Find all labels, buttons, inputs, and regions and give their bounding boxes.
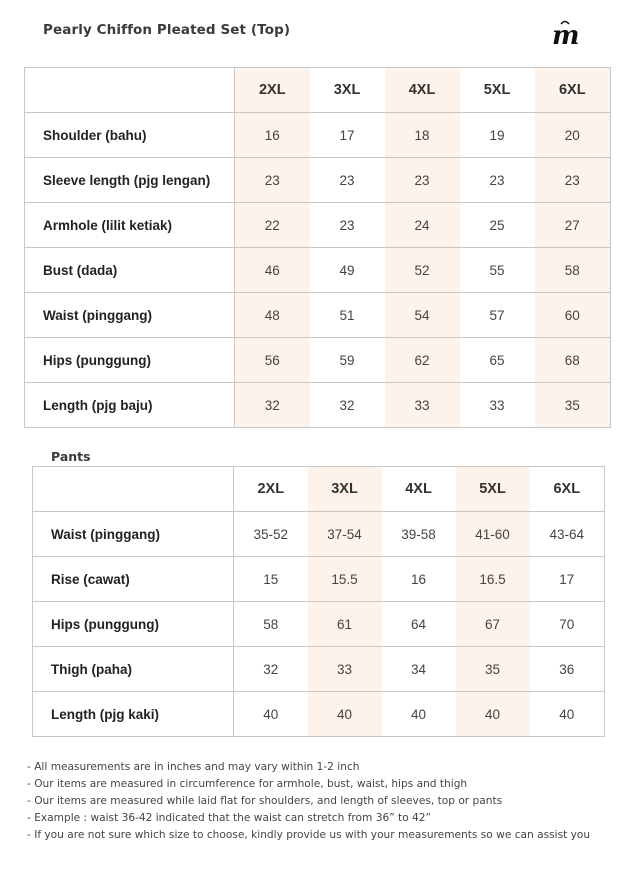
pants-measurement-cell: 33 (308, 647, 382, 692)
table-row (33, 602, 605, 647)
note-line: - Our items are measured while laid flat for shoulders, and length of sleeves, top or pants (27, 795, 503, 807)
brand-monogram-icon (551, 18, 587, 46)
pants-measurement-cell: 37-54 (308, 512, 382, 557)
top-measurement-cell: 33 (460, 383, 535, 428)
top-measurement-cell: 60 (535, 293, 611, 338)
top-measurement-cell: 24 (385, 203, 460, 248)
pants-size-header: 5XL (456, 467, 530, 512)
pants-measurement-cell: 34 (382, 647, 456, 692)
pants-measurement-cell: 35 (456, 647, 530, 692)
top-size-table (24, 67, 611, 428)
pants-measurement-cell: 15.5 (308, 557, 382, 602)
pants-measurement-cell: 40 (530, 692, 605, 737)
top-measurement-cell: 25 (460, 203, 535, 248)
pants-measurement-cell: 16.5 (456, 557, 530, 602)
top-measurement-cell: 65 (460, 338, 535, 383)
pants-measurement-cell: 35-52 (234, 512, 308, 557)
note-line: - Our items are measured in circumference for armhole, bust, waist, hips and thigh (27, 778, 468, 790)
pants-measurement-cell: 67 (456, 602, 530, 647)
top-measurement-cell: 68 (535, 338, 611, 383)
top-size-header: 3XL (310, 68, 385, 113)
top-measurement-cell: 48 (235, 293, 310, 338)
top-corner-cell (25, 68, 235, 113)
top-size-header: 5XL (460, 68, 535, 113)
top-measurement-cell: 56 (235, 338, 310, 383)
table-row (25, 113, 611, 158)
top-row-label: Hips (punggung) (25, 338, 235, 383)
top-measurement-cell: 32 (310, 383, 385, 428)
svg-text:m: m (552, 21, 580, 46)
pants-header-row (33, 467, 605, 512)
top-measurement-cell: 23 (385, 158, 460, 203)
top-measurement-cell: 54 (385, 293, 460, 338)
top-size-header: 2XL (235, 68, 310, 113)
table-row (25, 383, 611, 428)
top-measurement-cell: 22 (235, 203, 310, 248)
pants-section-label: Pants (51, 449, 91, 464)
measurement-notes (27, 759, 627, 844)
pants-row-label: Rise (cawat) (33, 557, 234, 602)
pants-row-label: Waist (pinggang) (33, 512, 234, 557)
top-measurement-cell: 23 (235, 158, 310, 203)
table-row (25, 248, 611, 293)
pants-measurement-cell: 36 (530, 647, 605, 692)
top-measurement-cell: 17 (310, 113, 385, 158)
top-measurement-cell: 62 (385, 338, 460, 383)
top-row-label: Waist (pinggang) (25, 293, 235, 338)
pants-size-table (32, 466, 605, 737)
note-line: - If you are not sure which size to choose, kindly provide us with your measurements so we can assist you (27, 829, 591, 841)
top-measurement-cell: 23 (460, 158, 535, 203)
top-measurement-cell: 46 (235, 248, 310, 293)
pants-measurement-cell: 32 (234, 647, 308, 692)
pants-measurement-cell: 40 (382, 692, 456, 737)
top-measurement-cell: 32 (235, 383, 310, 428)
table-row (33, 512, 605, 557)
table-row (25, 293, 611, 338)
top-measurement-cell: 23 (310, 158, 385, 203)
top-row-label: Armhole (lilit ketiak) (25, 203, 235, 248)
table-row (33, 557, 605, 602)
top-measurement-cell: 57 (460, 293, 535, 338)
note-line: - Example : waist 36-42 indicated that the waist can stretch from 36” to 42” (27, 812, 432, 824)
pants-size-header: 6XL (530, 467, 605, 512)
top-measurement-cell: 20 (535, 113, 611, 158)
pants-measurement-cell: 61 (308, 602, 382, 647)
top-measurement-cell: 27 (535, 203, 611, 248)
top-measurement-cell: 55 (460, 248, 535, 293)
pants-row-label: Hips (punggung) (33, 602, 234, 647)
table-row (33, 692, 605, 737)
pants-measurement-cell: 70 (530, 602, 605, 647)
top-measurement-cell: 35 (535, 383, 611, 428)
top-header-row (25, 68, 611, 113)
top-measurement-cell: 16 (235, 113, 310, 158)
top-row-label: Length (pjg baju) (25, 383, 235, 428)
pants-corner-cell (33, 467, 234, 512)
top-measurement-cell: 49 (310, 248, 385, 293)
top-row-label: Sleeve length (pjg lengan) (25, 158, 235, 203)
top-measurement-cell: 51 (310, 293, 385, 338)
table-row (25, 158, 611, 203)
pants-measurement-cell: 17 (530, 557, 605, 602)
top-measurement-cell: 19 (460, 113, 535, 158)
pants-measurement-cell: 16 (382, 557, 456, 602)
pants-measurement-cell: 40 (456, 692, 530, 737)
table-row (33, 647, 605, 692)
pants-size-header: 3XL (308, 467, 382, 512)
top-size-header: 4XL (385, 68, 460, 113)
top-measurement-cell: 23 (535, 158, 611, 203)
table-row (25, 203, 611, 248)
pants-row-label: Thigh (paha) (33, 647, 234, 692)
note-line: - All measurements are in inches and may vary within 1-2 inch (27, 761, 360, 773)
top-row-label: Bust (dada) (25, 248, 235, 293)
top-measurement-cell: 33 (385, 383, 460, 428)
pants-measurement-cell: 41-60 (456, 512, 530, 557)
top-measurement-cell: 52 (385, 248, 460, 293)
top-measurement-cell: 18 (385, 113, 460, 158)
pants-size-header: 4XL (382, 467, 456, 512)
pants-row-label: Length (pjg kaki) (33, 692, 234, 737)
pants-measurement-cell: 40 (234, 692, 308, 737)
page-title: Pearly Chiffon Pleated Set (Top) (43, 22, 291, 38)
top-row-label: Shoulder (bahu) (25, 113, 235, 158)
pants-measurement-cell: 43-64 (530, 512, 605, 557)
top-measurement-cell: 23 (310, 203, 385, 248)
top-measurement-cell: 59 (310, 338, 385, 383)
pants-measurement-cell: 40 (308, 692, 382, 737)
pants-measurement-cell: 15 (234, 557, 308, 602)
pants-size-header: 2XL (234, 467, 308, 512)
table-row (25, 338, 611, 383)
top-measurement-cell: 58 (535, 248, 611, 293)
pants-measurement-cell: 58 (234, 602, 308, 647)
pants-measurement-cell: 64 (382, 602, 456, 647)
pants-measurement-cell: 39-58 (382, 512, 456, 557)
top-size-header: 6XL (535, 68, 611, 113)
